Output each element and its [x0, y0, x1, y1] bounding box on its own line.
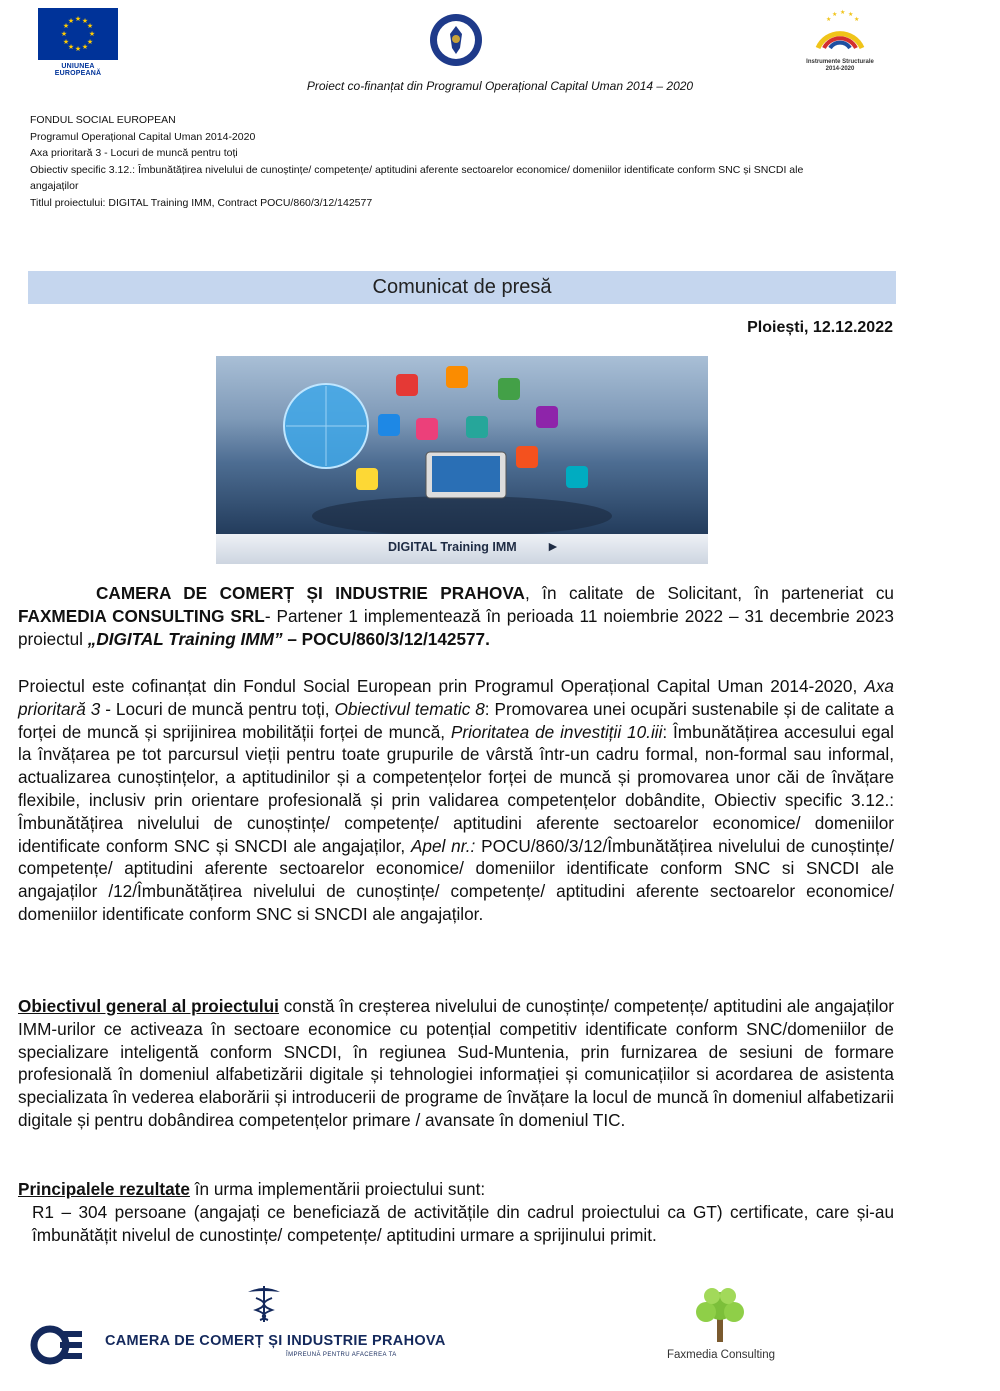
- partner-name: FAXMEDIA CONSULTING SRL: [18, 605, 265, 626]
- eu-logo: [38, 8, 118, 77]
- structural-instruments-icon: [810, 8, 870, 52]
- svg-text:★: ★: [840, 10, 846, 16]
- svg-text:★: ★: [62, 39, 70, 46]
- hero-caption: DIGITAL Training IMM: [388, 540, 517, 554]
- svg-text:★: ★: [81, 18, 89, 25]
- eu-flag-icon: [38, 8, 118, 60]
- ccip-tagline: ÎMPREUNĂ PENTRU AFACEREA TA: [286, 1352, 397, 1358]
- project-info-block: [30, 112, 910, 211]
- project-code: – POCU/860/3/12/142577.: [282, 628, 490, 649]
- is-caption-years: 2014-2020: [825, 66, 855, 72]
- ccip-name: CAMERA DE COMERȚ ȘI INDUSTRIE PRAHOVA: [105, 1333, 446, 1349]
- cofinancing-note: Proiect co-finanțat din Programul Operațional Capital Uman 2014 – 2020: [306, 79, 694, 93]
- romanian-government-logo: [428, 12, 484, 68]
- info-line: FONDUL SOCIAL EUROPEAN: [30, 114, 176, 126]
- ccip-logo-icon: [30, 1323, 88, 1367]
- info-line: Axa prioritară 3 - Locuri de muncă pentru toți: [30, 147, 238, 159]
- eu-caption: UNIUNEA EUROPEANĂ: [54, 63, 102, 77]
- faxmedia-name: Faxmedia Consulting: [667, 1349, 776, 1361]
- svg-text:★: ★: [832, 12, 838, 18]
- svg-text:★: ★: [60, 31, 68, 38]
- is-caption-title: Instrumente Structurale: [806, 59, 874, 65]
- chevron-right-icon: ►: [546, 538, 560, 554]
- caduceus-icon: [242, 1282, 286, 1324]
- structural-instruments-logo: [800, 8, 880, 73]
- svg-text:★: ★: [81, 44, 89, 51]
- hero-image: [216, 356, 708, 564]
- paragraph-results: Principalele rezultate în urma implementării proiectului sunt: R1 – 304 persoane (angajați ce beneficiază de activitățile din cadrul proiectului ca GT) certificate, care și-au îmbunătățit nivelul de cunostințe/ competențe/ aptitudini urmare a sprijinului primit.: [18, 1179, 894, 1245]
- digital-network-illustration: [216, 356, 708, 534]
- tree-icon: [688, 1284, 752, 1344]
- svg-text:★: ★: [88, 31, 96, 38]
- svg-text:★: ★: [67, 18, 75, 25]
- info-line: angajaților: [30, 180, 79, 192]
- results-heading: Principalele rezultate: [18, 1179, 190, 1199]
- svg-text:★: ★: [67, 44, 75, 51]
- svg-text:★: ★: [86, 23, 94, 30]
- info-line: Obiectiv specific 3.12.: Îmbunătățirea nivelului de cunoștințe/ competențe/ aptitudini aferente sectoarelor economice/ domeniilor identificate conform SNC și SNCDI ale: [30, 163, 804, 176]
- svg-text:★: ★: [854, 17, 860, 23]
- svg-text:★: ★: [86, 39, 94, 46]
- project-name: „DIGITAL Training IMM”: [87, 628, 283, 649]
- svg-text:★: ★: [848, 12, 854, 18]
- result-item: R1 – 304 persoane (angajați ce beneficiază de activitățile din cadrul proiectului ca GT) certificate, care și-au îmbunătățit nivelul de cunostințe/ competențe/ aptitudini urmare a sprijinului primit.: [32, 1201, 894, 1245]
- info-line: Titlul proiectului: DIGITAL Training IMM, Contract POCU/860/3/12/142577: [30, 196, 373, 209]
- svg-text:★: ★: [74, 16, 82, 23]
- svg-text:★: ★: [74, 46, 82, 53]
- svg-text:★: ★: [826, 17, 832, 23]
- paragraph-funding: Proiectul este cofinanțat din Fondul Social European prin Programul Operațional Capital Uman 2014-2020, Axa prioritară 3 - Locuri de muncă pentru toți, Obiectivul tematic 8: Promovarea unei ocupări sustenabile și de calitate a forței de muncă și sprijinirea mobilității forței de muncă, Prioritatea de investiții 10.iii: Îmbunătățirea accesului egal la învățarea pe tot parcursul vieții pentru toate grupurile de vârstă într-un cadru formal, non-formal sau informal, actualizarea cunoștințelor, a aptitudinilor și a competențelor forței de muncă și promovarea unor căi de învățare flexibile, inclusiv prin orientare profesională și prin validarea competențelor dobândite, Obiectiv specific 3.12.: Îmbunătățirea nivelului de cunoștințe/ competențe/ aptitudini aferente sectoarelor economice/ domeniilor identificate conform SNC și SNCDI ale angajaților, Apel nr.: POCU/860/3/12/Îmbunătățirea nivelului de cunoștințe/ competențe/ aptitudini aferente sectoarelor economice/ domeniilor identificate conform SNC si SNCDI ale angajaților /12/Îmbunătățirea nivelului de cunoștințe/ competențe/ aptitudini aferente sectoarelor economice/ domeniilor identificate conform SNC si SNCDI ale angajaților.: [18, 676, 894, 924]
- dateline: Ploiești, 12.12.2022: [747, 319, 893, 336]
- applicant-name: CAMERA DE COMERȚ ȘI INDUSTRIE PRAHOVA: [96, 583, 525, 603]
- paragraph-objective: Obiectivul general al proiectului constă în creșterea nivelului de cunoștințe/ competențe/ aptitudini ale angajaților IMM-urilor ce activeaza în sectoare economice cu potențial competitiv identificate conform SNC/domeniilor de specializare inteligentă conform SNCDI, în regiunea Sud-Muntenia, prin furnizarea de sesiuni de formare profesională în domeniul alfabetizării digitale și tehnologiei informației și comunicațiilor si acordarea de asistenta specializata în vederea elaborării și introducerii de programe de învățare la locul de muncă în domeniul alfabetizarii digitale și pentru dobândirea competențelor primare / avansate în domeniul TIC.: [18, 996, 894, 1130]
- svg-text:★: ★: [62, 23, 70, 30]
- info-line: Programul Operațional Capital Uman 2014-2020: [30, 130, 256, 143]
- objective-heading: Obiectivul general al proiectului: [18, 996, 279, 1016]
- paragraph-intro: CAMERA DE COMERȚ ȘI INDUSTRIE PRAHOVA, în calitate de Solicitant, în parteneriat cu FAXMEDIA CONSULTING SRL- Partener 1 implementează în perioada 11 noiembrie 2022 – 31 decembrie 2023 proiectul „DIGITAL Training IMM” – POCU/860/3/12/142577.: [18, 583, 894, 649]
- press-release-banner: Comunicat de presă: [28, 271, 896, 304]
